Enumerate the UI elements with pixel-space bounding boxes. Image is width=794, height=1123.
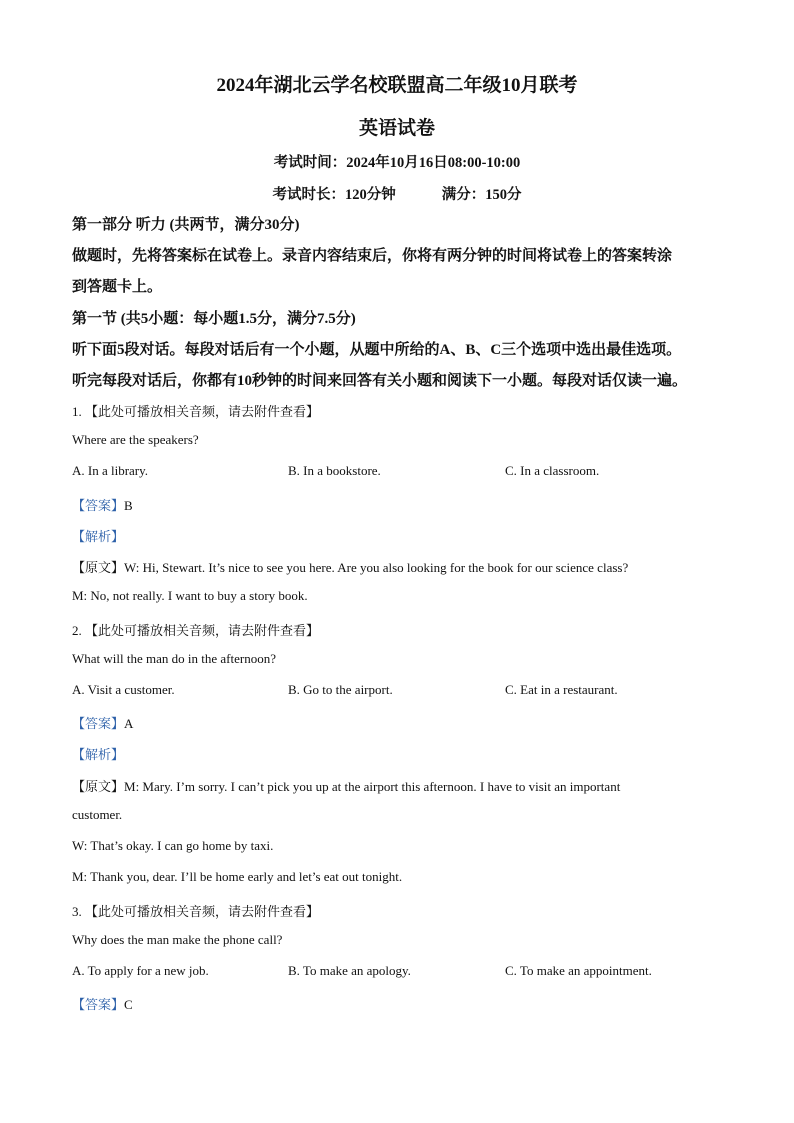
question-2-option-c: C. Eat in a restaurant. [505, 682, 618, 697]
question-2-transcript-line3: W: That’s okay. I can go home by taxi. [72, 838, 274, 853]
question-1-number: 1. 【此处可播放相关音频，请去附件查看】 [72, 404, 320, 419]
question-2-transcript-line2: customer. [72, 807, 123, 822]
section1-heading: 第一节 (共5小题：每小题1.5分，满分7.5分) [72, 311, 356, 327]
answer-label: 【答案】 [72, 498, 125, 513]
exam-time: 考试时间：2024年10月16日08:00-10:00 [273, 155, 521, 171]
answer-value: A [124, 716, 134, 731]
question-1-option-c: C. In a classroom. [505, 463, 600, 478]
question-2-option-a: A. Visit a customer. [72, 682, 175, 697]
exam-duration-score [0, 183, 794, 204]
original-label: 【原文】 [72, 779, 125, 794]
section1-instruction-line2: 听完每段对话后，你都有10秒钟的时间来回答有关小题和阅读下一小题。每段对话仅读一遍。 [72, 373, 688, 389]
question-2-answer [72, 713, 133, 732]
question-1-option-b: B. In a bookstore. [288, 463, 381, 478]
question-2-number: 2. 【此处可播放相关音频，请去附件查看】 [72, 623, 320, 638]
question-2-transcript-line4: M: Thank you, dear. I’ll be home early and let’s eat out tonight. [72, 869, 403, 884]
exam-full-score: 满分：150分 [441, 187, 522, 203]
question-2-text: What will the man do in the afternoon? [72, 651, 276, 666]
exam-subtitle: 英语试卷 [358, 118, 435, 139]
question-2-analysis [72, 744, 124, 763]
part1-instruction-line2: 到答题卡上。 [72, 279, 163, 295]
answer-value: B [124, 498, 133, 513]
question-3-text: Why does the man make the phone call? [72, 932, 283, 947]
section1-instruction-line1: 听下面5段对话。每段对话后有一个小题，从题中所给的A、B、C三个选项中选出最佳选项。 [72, 342, 682, 358]
question-3-answer [72, 994, 133, 1013]
answer-label: 【答案】 [72, 716, 125, 731]
analysis-label: 【解析】 [72, 747, 125, 762]
question-1-transcript-line1 [72, 557, 628, 576]
answer-value: C [124, 997, 133, 1012]
question-1-analysis [72, 526, 124, 545]
question-1-transcript-line2: M: No, not really. I want to buy a story book. [72, 588, 308, 603]
question-1-text: Where are the speakers? [72, 432, 199, 447]
question-3-option-a: A. To apply for a new job. [72, 963, 209, 978]
transcript-text: M: Mary. I’m sorry. I can’t pick you up at the airport this afternoon. I have to visit an important [124, 779, 621, 794]
question-3-option-c: C. To make an appointment. [505, 963, 652, 978]
question-3-number: 3. 【此处可播放相关音频，请去附件查看】 [72, 904, 320, 919]
part1-heading: 第一部分 听力 (共两节，满分30分) [72, 217, 300, 233]
question-1-answer [72, 495, 133, 514]
question-2-transcript-line1 [72, 776, 620, 795]
original-label: 【原文】 [72, 560, 125, 575]
answer-label: 【答案】 [72, 997, 125, 1012]
exam-duration: 考试时长：120分钟 [272, 187, 396, 203]
transcript-text: W: Hi, Stewart. It’s nice to see you here. Are you also looking for the book for our science class? [124, 560, 629, 575]
question-1-option-a: A. In a library. [72, 463, 149, 478]
question-3-option-b: B. To make an apology. [288, 963, 411, 978]
part1-instruction-line1: 做题时，先将答案标在试卷上。录音内容结束后，你将有两分钟的时间将试卷上的答案转涂 [72, 248, 673, 264]
analysis-label: 【解析】 [72, 529, 125, 544]
question-2-option-b: B. Go to the airport. [288, 682, 393, 697]
exam-title: 2024年湖北云学名校联盟高二年级10月联考 [216, 75, 578, 96]
